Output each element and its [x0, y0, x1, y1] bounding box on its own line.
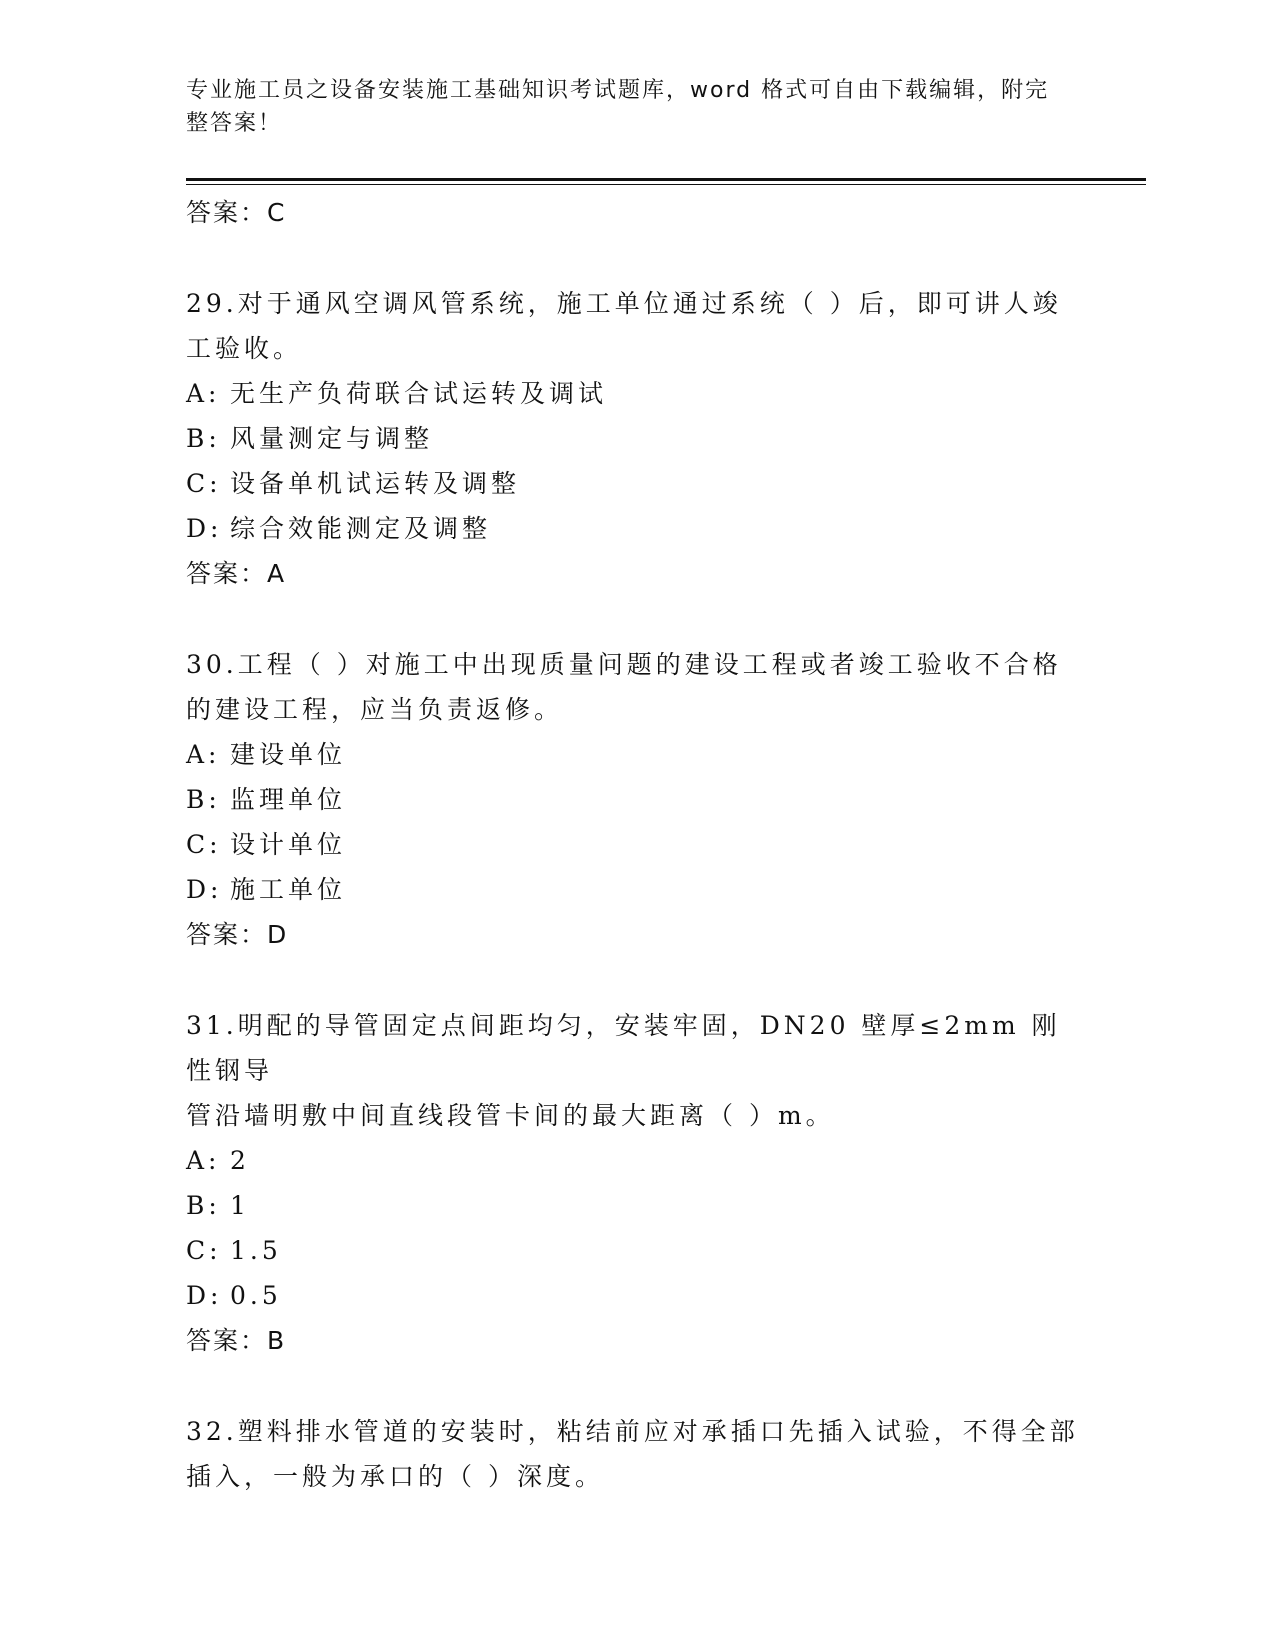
option-c: C: 设计单位	[186, 830, 347, 859]
question-text: 的建设工程，应当负责返修。	[186, 695, 564, 724]
option-c: C: 1.5	[186, 1236, 282, 1265]
option-a: A: 建设单位	[186, 740, 347, 769]
option-a: A: 无生产负荷联合试运转及调试	[186, 379, 608, 408]
question-text: 30.工程（ ）对施工中出现质量问题的建设工程或者竣工验收不合格	[186, 650, 1062, 679]
header-line-1: 专业施工员之设备安装施工基础知识考试题库，word 格式可自由下载编辑，附完	[186, 78, 1050, 103]
answer-line: 答案：D	[186, 920, 289, 949]
question-text: 32.塑料排水管道的安装时，粘结前应对承插口先插入试验，不得全部	[186, 1417, 1079, 1446]
option-d: D: 0.5	[186, 1281, 282, 1310]
question-text: 31.明配的导管固定点间距均匀，安装牢固，DN20 壁厚≤2mm 刚性钢导	[186, 1011, 1061, 1085]
question-32	[186, 1409, 1086, 1499]
question-list	[186, 190, 1086, 1499]
option-c: C: 设备单机试运转及调整	[186, 469, 521, 498]
option-b: B: 监理单位	[186, 785, 347, 814]
option-b: B: 1	[186, 1191, 250, 1220]
question-text: 29.对于通风空调风管系统，施工单位通过系统（ ）后，即可讲人竣	[186, 289, 1062, 318]
header-line-2: 整答案！	[186, 111, 283, 136]
question-text: 工验收。	[186, 334, 303, 363]
question-31	[186, 1003, 1086, 1363]
option-d: D: 综合效能测定及调整	[186, 514, 492, 543]
question-29	[186, 281, 1086, 596]
option-b: B: 风量测定与调整	[186, 424, 434, 453]
option-a: A: 2	[186, 1146, 250, 1175]
question-text: 管沿墙明敷中间直线段管卡间的最大距离（ ）m。	[186, 1101, 835, 1130]
question-30	[186, 642, 1086, 957]
answer-line: 答案：A	[186, 559, 287, 588]
option-d: D: 施工单位	[186, 875, 347, 904]
header-divider-thin	[186, 184, 1146, 185]
answer-line: 答案：C	[186, 198, 287, 227]
answer-line: 答案：B	[186, 1326, 287, 1355]
document-header	[186, 74, 1066, 140]
question-text: 插入，一般为承口的（ ）深度。	[186, 1462, 604, 1491]
header-divider-thick	[186, 178, 1146, 181]
